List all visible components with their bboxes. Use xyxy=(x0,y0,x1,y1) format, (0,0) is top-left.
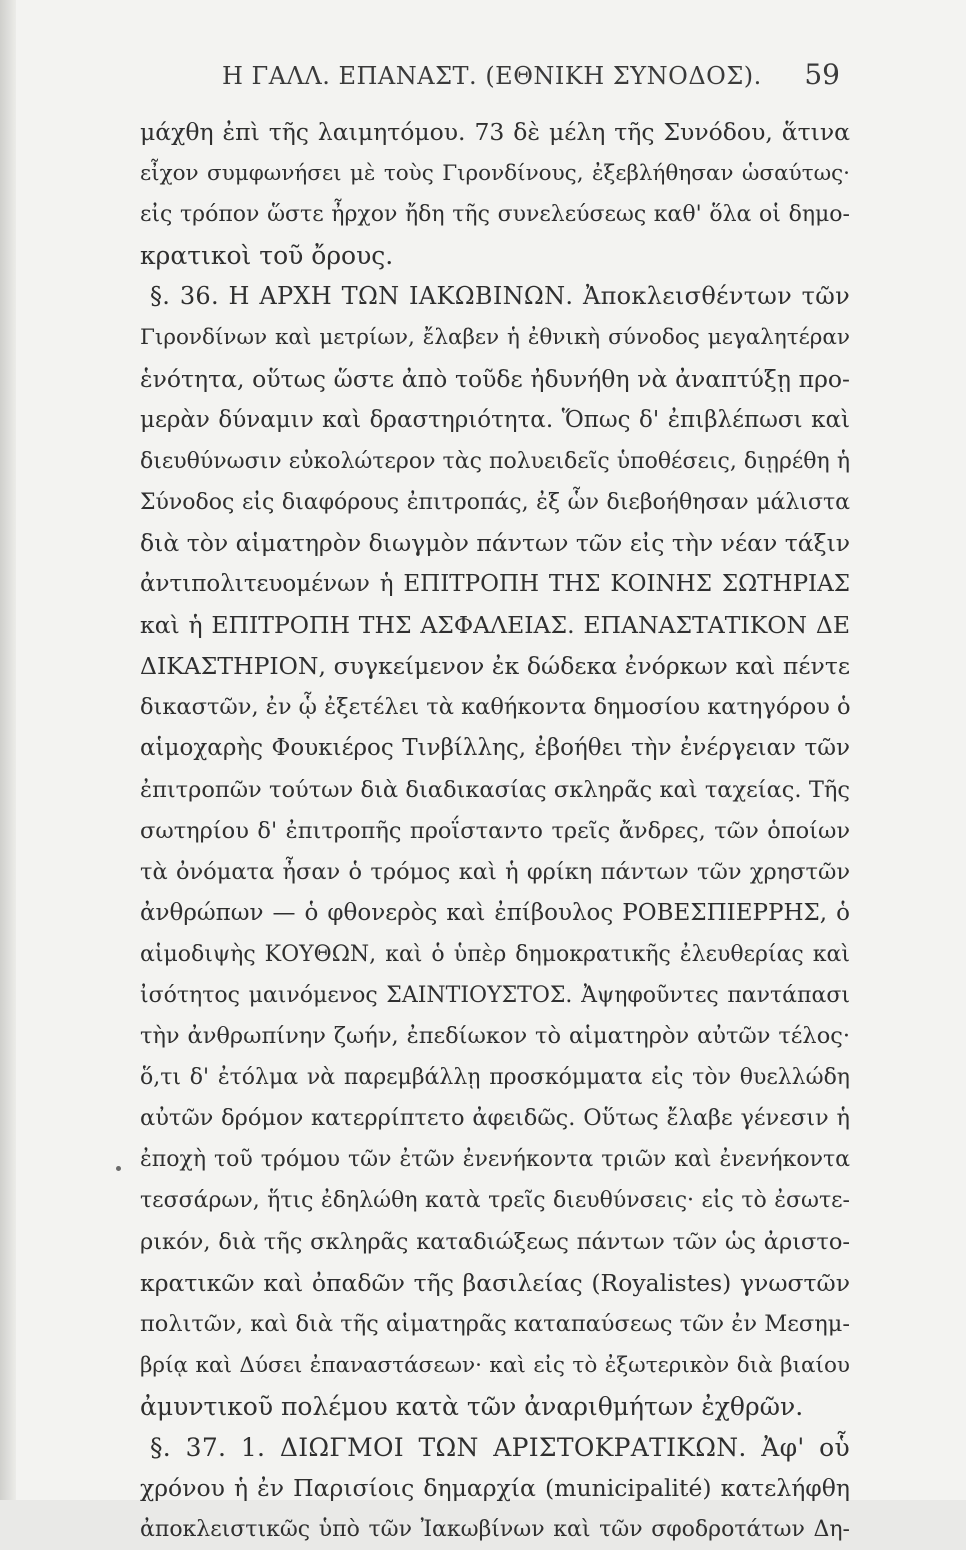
text-line: τὰ ὀνόματα ἦσαν ὁ τρόμος καὶ ἡ φρίκη πάντων τῶν χρηστῶν xyxy=(140,858,850,885)
text-line: δικαστῶν, ἐν ᾧ ἐξετέλει τὰ καθήκοντα δημοσίου κατηγόρου ὁ xyxy=(140,694,851,721)
text-line: ἀμυντικοῦ πολέμου κατὰ τῶν ἀναριθμήτων ἐχθρῶν. xyxy=(140,1391,804,1421)
ink-speck xyxy=(116,1166,121,1171)
text-line: ὅ,τι δ' ἐτόλμα νὰ παρεμβάλλῃ προσκόμματα εἰς τὸν θυελλώδη xyxy=(140,1065,850,1091)
text-line: αἱμοδιψὴς ΚΟΥΘΩΝ, καὶ ὁ ὑπὲρ δημοκρατικῆς ἐλευθερίας καὶ xyxy=(140,941,850,967)
running-header xyxy=(140,58,840,98)
section-heading-37: §. 37. 1. ΔΙΩΓΜΟΙ ΤΩΝ ΑΡΙΣΤΟΚΡΑΤΙΚΩΝ. Ἀφ' οὗ xyxy=(150,1433,850,1462)
text-line: καὶ ἡ ΕΠΙΤΡΟΠΗ ΤΗΣ ΑΣΦΑΛΕΙΑΣ. ΕΠΑΝΑΣΤΑΤΙΚΟΝ ΔΕ xyxy=(140,611,850,640)
text-line: πολιτῶν, καὶ διὰ τῆς αἱματηρᾶς καταπαύσεως τῶν ἐν Μεσημ- xyxy=(140,1310,850,1337)
text-line: ἐποχὴ τοῦ τρόμου τῶν ἐτῶν ἐνενήκοντα τριῶν καὶ ἐνενήκοντα xyxy=(140,1147,850,1173)
text-line: ΔΙΚΑΣΤΗΡΙΟΝ, συγκείμενον ἐκ δώδεκα ἐνόρκων καὶ πέντε xyxy=(140,652,850,681)
page-edge-shadow xyxy=(0,0,16,1500)
text-line: βρίᾳ καὶ Δύσει ἐπαναστάσεων· καὶ εἰς τὸ ἐξωτερικὸν διὰ βιαίου xyxy=(140,1352,850,1378)
text-line: ρικόν, διὰ τῆς σκληρᾶς καταδιώξεως πάντων τῶν ὡς ἀριστο- xyxy=(140,1228,850,1255)
text-line: αὐτῶν δρόμον κατερρίπτετο ἀφειδῶς. Οὕτως ἔλαβε γένεσιν ἡ xyxy=(140,1105,850,1132)
text-line: αἱμοχαρὴς Φουκιέρος Τινβίλλης, ἐβοήθει τὴν ἐνέργειαν τῶν xyxy=(140,735,850,762)
text-line: ἑνότητα, οὕτως ὥστε ἀπὸ τοῦδε ἠδυνήθη νὰ ἀναπτύξῃ προ- xyxy=(140,364,850,393)
text-line: Γιρονδίνων καὶ μετρίων, ἔλαβεν ἡ ἐθνικὴ σύνοδος μεγαλητέραν xyxy=(140,325,850,351)
text-line: ἀποκλειστικῶς ὑπὸ τῶν Ἰακωβίνων καὶ τῶν σφοδροτάτων Δη- xyxy=(140,1517,850,1543)
text-line: μάχθη ἐπὶ τῆς λαιμητόμου. 73 δὲ μέλη τῆς Συνόδου, ἅτινα xyxy=(140,118,850,146)
text-line: Σύνοδος εἰς διαφόρους ἐπιτροπάς, ἐξ ὧν διεβοήθησαν μάλιστα xyxy=(140,489,850,515)
text-line: τεσσάρων, ἥτις ἐδηλώθη κατὰ τρεῖς διευθύνσεις· εἰς τὸ ἐσωτε- xyxy=(140,1188,850,1214)
page-number: 59 xyxy=(804,58,840,91)
text-line: ἐπιτροπῶν τούτων διὰ διαδικασίας σκληρᾶς καὶ ταχείας. Τῆς xyxy=(140,776,850,803)
text-line: ἀντιπολιτευομένων ἡ ΕΠΙΤΡΟΠΗ ΤΗΣ ΚΟΙΝΗΣ ΣΩΤΗΡΙΑΣ xyxy=(140,571,850,598)
body-text xyxy=(140,112,850,1550)
text-line: ἰσότητος μαινόμενος ΣΑΙΝΤΙΟΥΣΤΟΣ. Ἀψηφοῦντες παντάπασι xyxy=(140,982,850,1008)
text-line: κρατικοὶ τοῦ ὄρους. xyxy=(140,241,394,271)
text-line: ἀνθρώπων — ὁ φθονερὸς καὶ ἐπίβουλος ΡΟΒΕΣΠΙΕΡΡΗΣ, ὁ xyxy=(140,899,850,926)
section-heading-36: §. 36. Η ΑΡΧΗ ΤΩΝ ΙΑΚΩΒΙΝΩΝ. Ἀποκλεισθέντων τῶν xyxy=(150,282,850,311)
text-line: διευθύνωσιν εὐκολώτερον τὰς πολυειδεῖς ὑποθέσεις, διῃρέθη ἡ xyxy=(140,448,850,474)
text-line: χρόνου ἡ ἐν Παρισίοις δημαρχία (municipalité) κατελήφθη xyxy=(140,1474,850,1503)
text-line: σωτηρίου δ' ἐπιτροπῆς προΐσταντο τρεῖς ἄνδρες, τῶν ὁποίων xyxy=(140,817,850,844)
text-line: κρατικῶν καὶ ὀπαδῶν τῆς βασιλείας (Royalistes) γνωστῶν xyxy=(140,1268,850,1297)
text-line: τὴν ἀνθρωπίνην ζωήν, ἐπεδίωκον τὸ αἱματηρὸν αὐτῶν τέλος· xyxy=(140,1023,850,1050)
text-line: μερὰν δύναμιν καὶ δραστηριότητα. Ὅπως δ' ἐπιβλέπωσι καὶ xyxy=(140,406,850,433)
text-line: εἰς τρόπον ὥστε ἦρχον ἤδη τῆς συνελεύσεως καθ' ὅλα οἱ δημο- xyxy=(140,202,850,228)
running-title: Η ΓΑΛΛ. ΕΠΑΝΑΣΤ. (ΕΘΝΙΚΗ ΣΥΝΟΔΟΣ). xyxy=(222,62,762,90)
text-line: διὰ τὸν αἱματηρὸν διωγμὸν πάντων τῶν εἰς τὴν νέαν τάξιν xyxy=(140,528,851,557)
text-line: εἶχον συμφωνήσει μὲ τοὺς Γιρονδίνους, ἐξεβλήθησαν ὡσαύτως· xyxy=(140,161,850,187)
